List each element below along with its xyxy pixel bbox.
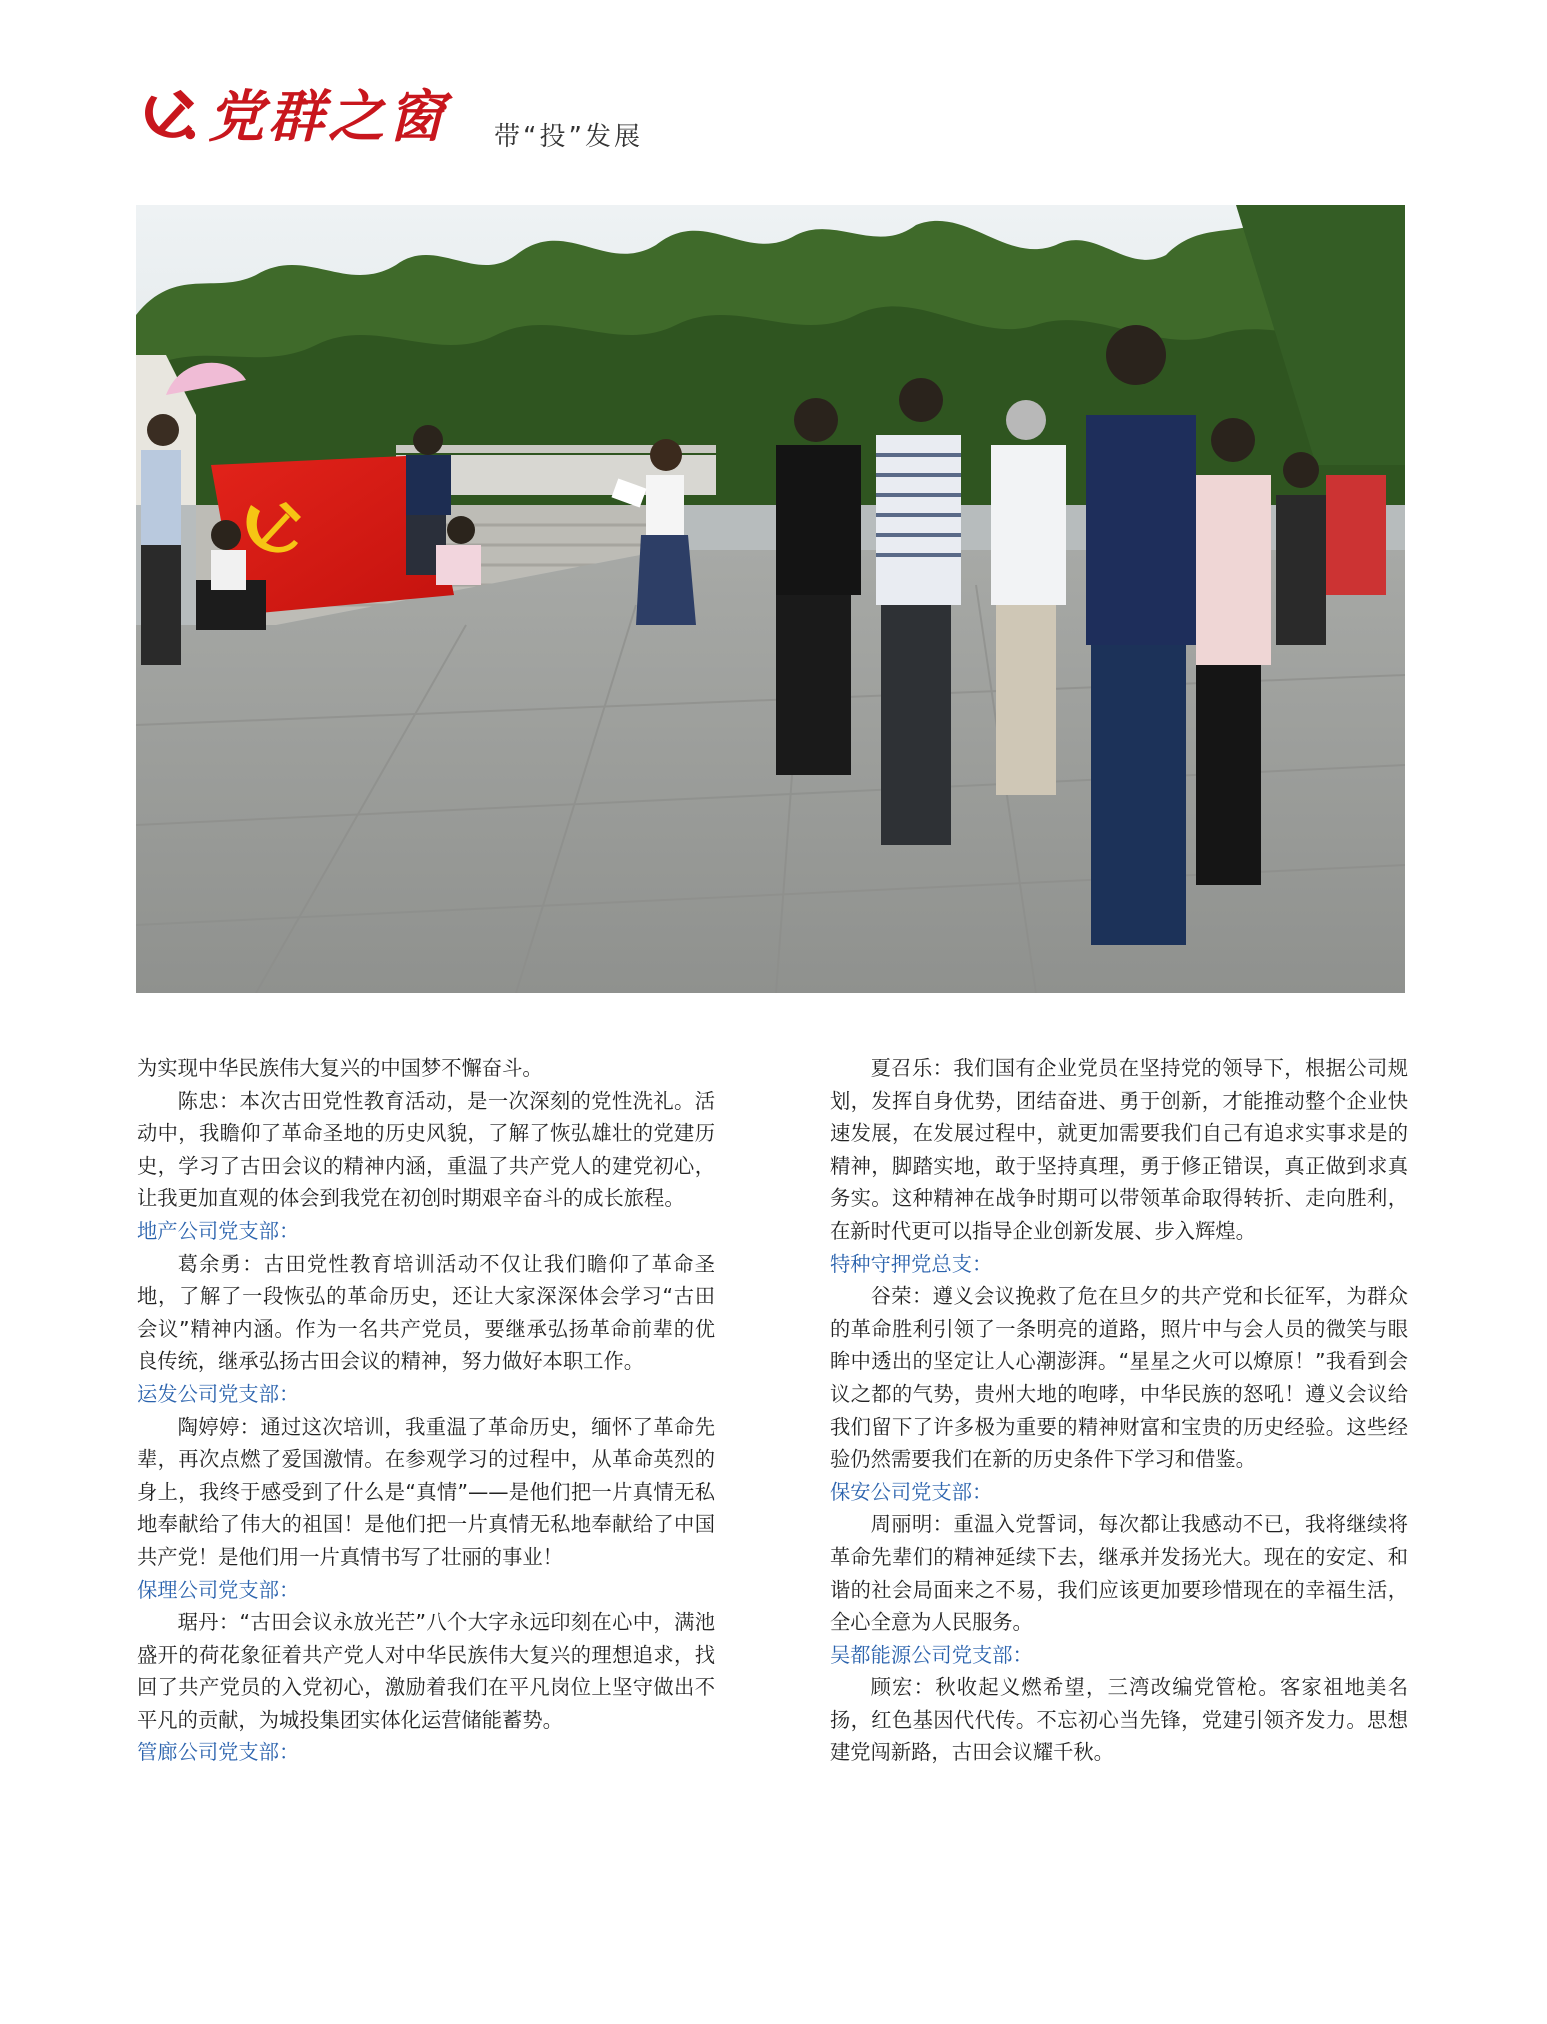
heading-factoring-branch: 保理公司党支部： (137, 1577, 300, 1602)
heading-security-branch: 保安公司党支部： (830, 1479, 993, 1504)
paragraph-ge-yuyong: 葛余勇：古田党性教育培训活动不仅让我们瞻仰了革命圣地，了解了一段恢弘的革命历史，还让大家深深体会学习“古田会议”精神内涵。作为一名共产党员，要继承弘扬革命前辈的优良传统，继承弘扬古田会议的精神，努力做好本职工作。 (137, 1251, 715, 1374)
heading-yunfa-branch: 运发公司党支部： (137, 1381, 300, 1406)
hammer-sickle-icon (138, 84, 200, 146)
paragraph-zhou-liming: 周丽明：重温入党誓词，每次都让我感动不已，我将继续将革命先辈们的精神延续下去，继承并发扬光大。现在的安定、和谐的社会局面来之不易，我们应该更加要珍惜现在的幸福生活，全心全意为人民服务。 (830, 1512, 1408, 1635)
left-text-column (137, 1052, 715, 1769)
paragraph-ju-dan: 琚丹：“古田会议永放光芒”八个大字永远印刻在心中，满池盛开的荷花象征着共产党人对中华民族伟大复兴的理想追求，找回了共产党员的入党初心，激励着我们在平凡岗位上坚守做出不平凡的贡献，为城投集团实体化运营储能蓄势。 (137, 1610, 715, 1732)
group-oath-photo (136, 205, 1405, 993)
paragraph-tao-tingting: 陶婷婷：通过这次培训，我重温了革命历史，缅怀了革命先辈，再次点燃了爱国激情。在参观学习的过程中，从革命英烈的身上，我终于感受到了什么是“真情”——是他们把一片真情无私地奉献给了伟大的祖国！是他们把一片真情无私地奉献给了中国共产党！是他们用一片真情书写了壮丽的事业！ (137, 1414, 715, 1569)
paragraph-gu-hong: 顾宏：秋收起义燃希望，三湾改编党管枪。客家祖地美名扬，红色基因代代传。不忘初心当先锋，党建引领齐发力。思想建党闯新路，古田会议耀千秋。 (830, 1675, 1408, 1765)
paragraph-xia-zhaole: 夏召乐：我们国有企业党员在坚持党的领导下，根据公司规划，发挥自身优势，团结奋进、勇于创新，才能推动整个企业快速发展，在发展过程中，就更加需要我们自己有追求实事求是的精神，脚踏实地，敢于坚持真理，勇于修正错误，真正做到求真务实。这种精神在战争时期可以带领革命取得转折、走向胜利，在新时代更可以指导企业创新发展、步入辉煌。 (830, 1056, 1408, 1243)
paragraph-gu-rong: 谷荣：遵义会议挽救了危在旦夕的共产党和长征军，为群众的革命胜利引领了一条明亮的道路，照片中与会人员的微笑与眼眸中透出的坚定让人心潮澎湃。“星星之火可以燎原！”我看到会议之都的气势，贵州大地的咆哮，中华民族的怒吼！遵义会议给我们留下了许多极为重要的精神财富和宝贵的历史经验。这些经验仍然需要我们在新的历史条件下学习和借鉴。 (830, 1284, 1408, 1472)
heading-pipe-gallery-branch: 管廊公司党支部： (137, 1740, 300, 1765)
right-text-column (830, 1052, 1408, 1769)
section-name: 带“投”发展 (494, 122, 643, 152)
paragraph-continuation: 为实现中华民族伟大复兴的中国梦不懈奋斗。 (137, 1056, 543, 1080)
heading-escort-branch: 特种守押党总支： (830, 1251, 993, 1276)
heading-real-estate-branch: 地产公司党支部： (137, 1218, 300, 1243)
paragraph-chen-zhong: 陈忠：本次古田党性教育活动，是一次深刻的党性洗礼。活动中，我瞻仰了革命圣地的历史风貌，了解了恢弘雄壮的党建历史，学习了古田会议的精神内涵，重温了共产党人的建党初心，让我更加直观的体会到我党在初创时期艰辛奋斗的成长旅程。 (137, 1088, 715, 1211)
heading-wudu-energy-branch: 吴都能源公司党支部： (830, 1642, 1033, 1667)
column-name: 党群之窗 (208, 84, 448, 150)
page-header (138, 80, 738, 160)
